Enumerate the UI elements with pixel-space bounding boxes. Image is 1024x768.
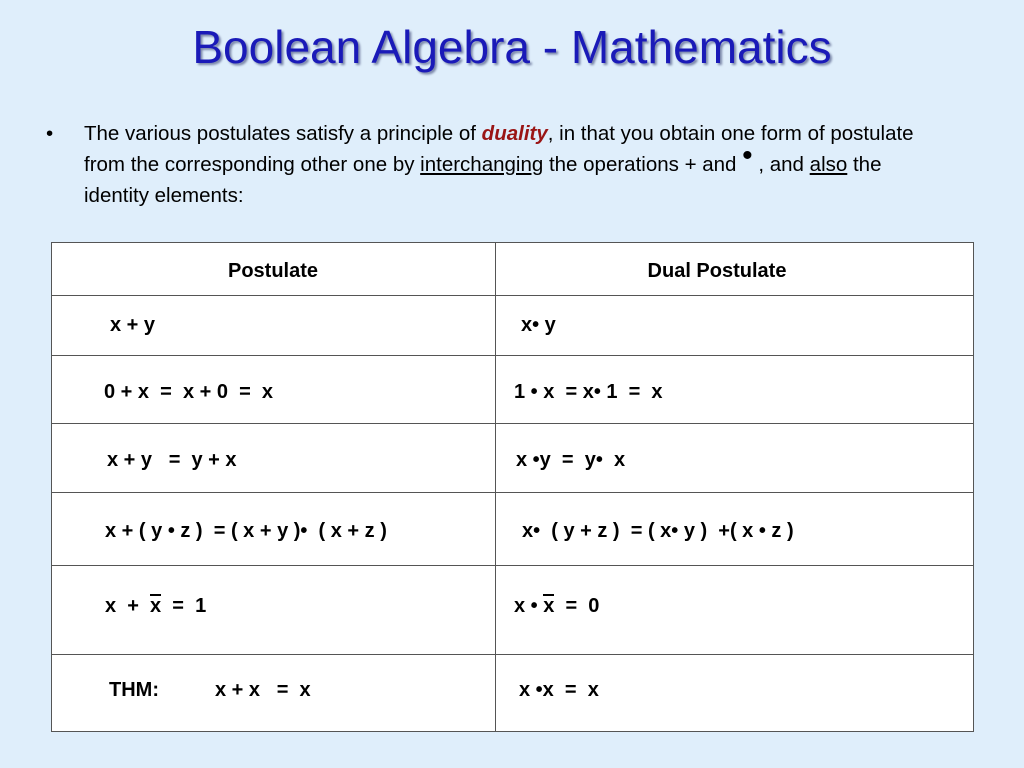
- column-divider: [495, 243, 496, 731]
- row-divider: [52, 492, 973, 493]
- row-divider: [52, 654, 973, 655]
- row3-dual: x •y = y• x: [516, 449, 626, 471]
- row5-postulate-a: x +: [105, 595, 151, 617]
- bullet-text-part: the operations + and: [543, 153, 743, 176]
- bullet-text-part: , and: [752, 153, 810, 176]
- row4-postulate: x + ( y • z ) = ( x + y )• ( x + z ): [105, 520, 387, 542]
- row-divider: [52, 295, 973, 296]
- and-dot-symbol: •: [742, 139, 753, 172]
- row5-dual: [514, 594, 599, 618]
- row-divider: [52, 355, 973, 356]
- header-dual-postulate: Dual Postulate: [647, 260, 787, 282]
- duality-term: duality: [481, 122, 548, 145]
- row4-dual: x• ( y + z ) = ( x• y ) +( x • z ): [522, 520, 794, 542]
- also-term: also: [809, 153, 848, 176]
- row-divider: [52, 565, 973, 566]
- row2-dual: 1 • x = x• 1 = x: [514, 381, 663, 403]
- row-divider: [52, 423, 973, 424]
- row5-postulate: [105, 594, 206, 618]
- complement-x: x: [150, 595, 162, 617]
- bullet-text-part: , in that you obtain one form of postulate from the corresponding other one by: [84, 122, 914, 176]
- postulate-table: [51, 242, 974, 732]
- row5-dual-a: x •: [514, 595, 544, 617]
- row6-dual: x •x = x: [519, 679, 599, 701]
- complement-x: x: [543, 595, 555, 617]
- bullet-text-part: The various postulates satisfy a principle of: [84, 122, 482, 145]
- row2-postulate: 0 + x = x + 0 = x: [104, 381, 274, 403]
- header-postulate: Postulate: [227, 260, 319, 282]
- row5-dual-b: = 0: [554, 595, 600, 617]
- bullet-text: [84, 118, 944, 211]
- interchanging-term: interchanging: [420, 153, 544, 176]
- row5-postulate-b: = 1: [161, 595, 207, 617]
- bullet-point: •: [46, 122, 54, 145]
- row1-postulate: x + y: [110, 314, 156, 336]
- row1-dual: x• y: [521, 314, 556, 336]
- bullet-text-part: the identity elements:: [84, 153, 882, 207]
- row6-postulate: x + x = x: [215, 679, 311, 701]
- slide-title: Boolean Algebra - Mathematics: [192, 21, 832, 73]
- row3-postulate: x + y = y + x: [107, 449, 237, 471]
- theorem-label: THM:: [109, 679, 159, 701]
